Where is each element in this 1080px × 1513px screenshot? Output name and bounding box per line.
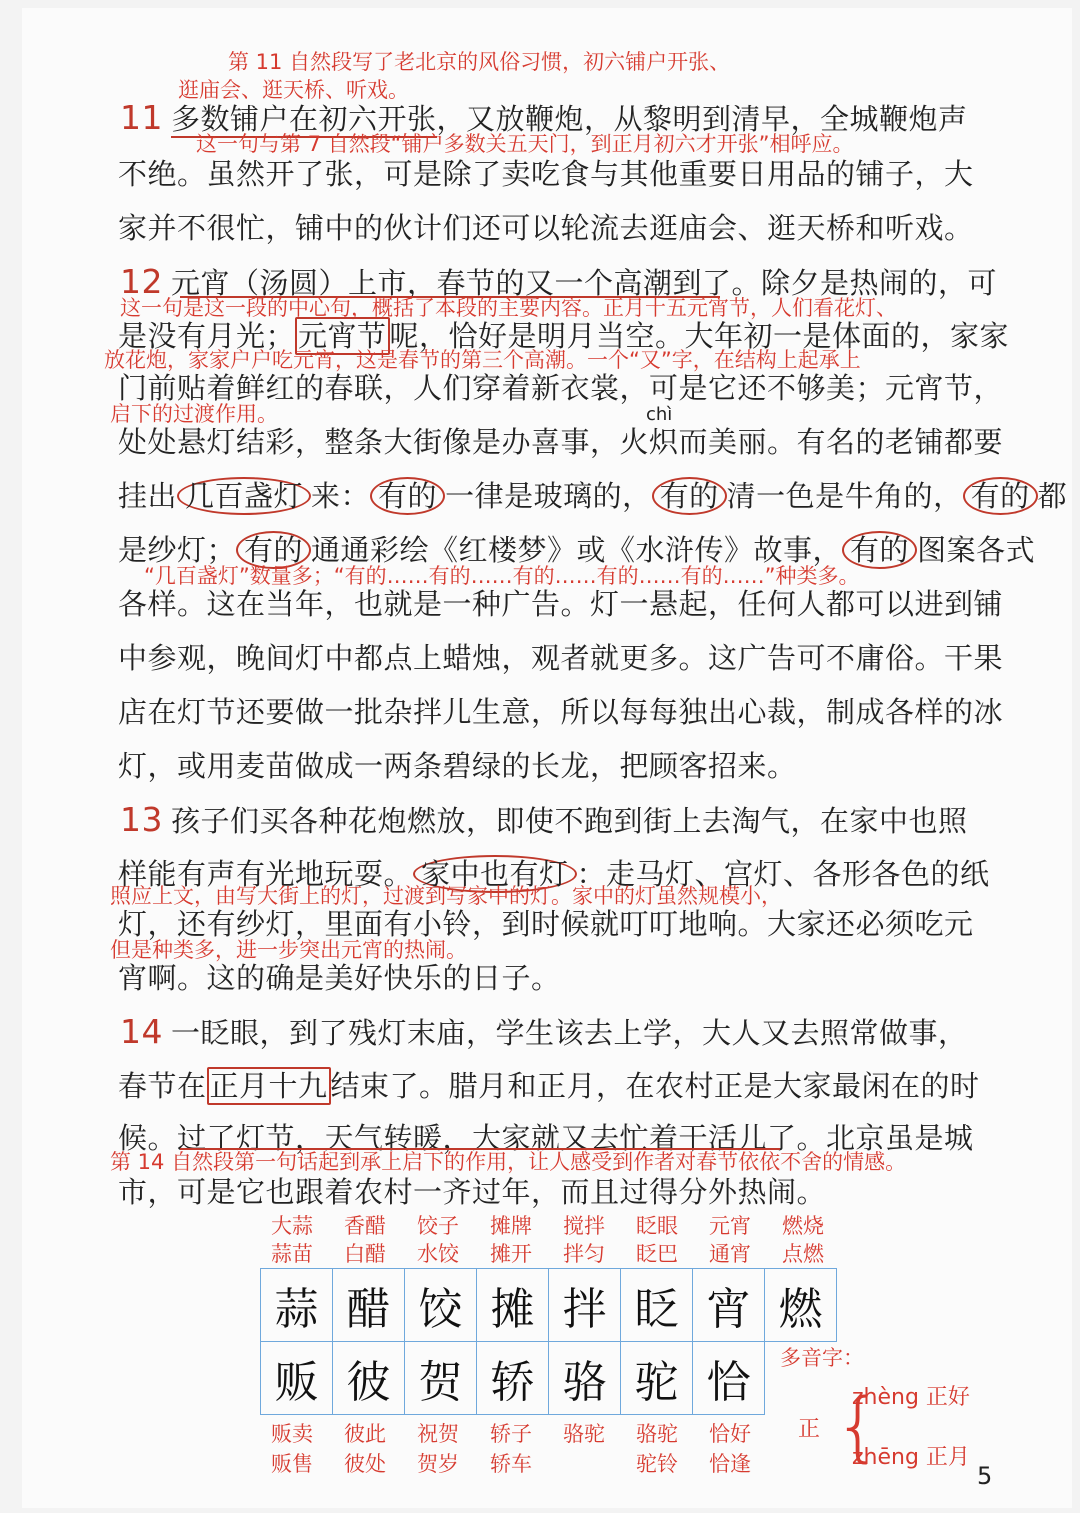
para12-line3: 门前贴着鲜红的春联，人们穿着新衣裳，可是它还不够美；元宵节， bbox=[118, 371, 1004, 405]
annotation-lamps: “几百盏灯”数量多；“有的……有的……有的……有的……有的……”种类多。 bbox=[144, 564, 860, 588]
char-cell: 恰 bbox=[693, 1342, 765, 1415]
para14-line3: 候。过了灯节，天气转暖，大家就又去忙着干活儿了。北京虽是城 bbox=[118, 1121, 974, 1155]
text-span: 图案各式 bbox=[917, 533, 1036, 567]
char-cell: 彼 bbox=[333, 1342, 405, 1415]
char-cell: 眨 bbox=[621, 1269, 693, 1342]
boxed-date: 正月十九 bbox=[207, 1067, 331, 1105]
character-grid bbox=[260, 1268, 837, 1415]
para-number-12: 12 bbox=[120, 262, 163, 301]
word: 骆驼 bbox=[563, 1422, 605, 1446]
word: 饺子 bbox=[417, 1214, 459, 1238]
char-cell: 蒜 bbox=[261, 1269, 333, 1342]
word: 通宵 bbox=[709, 1242, 751, 1266]
word: 驼铃 bbox=[636, 1452, 678, 1476]
word: 大蒜 bbox=[271, 1214, 313, 1238]
para-number-11: 11 bbox=[120, 98, 163, 137]
text-span: 一眨眼，到了残灯末庙，学生该去上学，大人又去照常做事， bbox=[171, 1016, 968, 1050]
boxed-word: 元宵节 bbox=[295, 317, 390, 355]
circled-word: 几百盏灯 bbox=[177, 477, 311, 515]
circled-youde: 有的 bbox=[370, 477, 445, 515]
char-cell: 贩 bbox=[261, 1342, 333, 1415]
word: 水饺 bbox=[417, 1242, 459, 1266]
para13-line4: 宵啊。这的确是美好快乐的日子。 bbox=[118, 961, 561, 995]
text-span: 清一色是牛角的， bbox=[726, 479, 963, 513]
text-span: 通通彩绘《红楼梦》或《水浒传》故事， bbox=[311, 533, 843, 567]
para14-line1 bbox=[120, 1014, 968, 1051]
word: 搅拌 bbox=[563, 1214, 605, 1238]
para13-line1 bbox=[120, 802, 968, 839]
text-span: ：走马灯、宫灯、各形各色的纸 bbox=[576, 857, 990, 891]
circled-youde: 有的 bbox=[652, 477, 727, 515]
annotation-para14: 第 14 自然段第一句话起到承上启下的作用，让人感受到作者对春节依依不舍的情感。 bbox=[110, 1150, 907, 1174]
text-span: 挂出 bbox=[118, 479, 178, 513]
page-number: 5 bbox=[977, 1462, 993, 1490]
char-row-2 bbox=[261, 1342, 837, 1415]
circled-youde: 有的 bbox=[842, 531, 917, 569]
word-list-top2 bbox=[271, 1238, 855, 1268]
word: 燃烧 bbox=[782, 1214, 824, 1238]
para11-line2: 不绝。虽然开了张，可是除了卖吃食与其他重要日用品的铺子，大 bbox=[118, 157, 974, 191]
word: 恰好 bbox=[709, 1422, 751, 1446]
word: 蒜苗 bbox=[271, 1242, 313, 1266]
char-row-1 bbox=[261, 1269, 837, 1342]
char-cell: 驼 bbox=[621, 1342, 693, 1415]
underlined-sentence: 多数铺户在初六开张 bbox=[171, 102, 437, 136]
char-cell: 燃 bbox=[765, 1269, 837, 1342]
para12-line4: 处处悬灯结彩，整条大街像是办喜事，火炽而美丽。有名的老铺都要 bbox=[118, 425, 1004, 459]
para12-line5 bbox=[118, 478, 1067, 514]
word: 拌匀 bbox=[563, 1242, 605, 1266]
text-span: 是纱灯； bbox=[118, 533, 237, 567]
word: 摊开 bbox=[490, 1242, 532, 1266]
annotation-center-sentence: 这一句是这一段的中心句，概括了本段的主要内容。正月十五元宵节，人们看花灯、 bbox=[120, 296, 897, 320]
text-span: 来： bbox=[311, 479, 371, 513]
text-span: ，又放鞭炮，从黎明到清早，全城鞭炮声 bbox=[436, 102, 968, 136]
para-number-14: 14 bbox=[120, 1012, 163, 1051]
word: 轿子 bbox=[490, 1422, 532, 1446]
para13-line3: 灯，还有纱灯，里面有小铃，到时候就叮叮地响。大家还必须吃元 bbox=[118, 907, 974, 941]
polyphone-reading-2: zhēng 正月 bbox=[852, 1445, 970, 1470]
wavy-underline bbox=[180, 1140, 780, 1150]
word-list-bot1 bbox=[271, 1418, 782, 1448]
annotation-para11-cont: 逛庙会、逛天桥、听戏。 bbox=[178, 78, 409, 102]
circled-phrase: 家中也有灯 bbox=[413, 855, 577, 893]
word-list-top1 bbox=[271, 1210, 855, 1240]
word: 贺岁 bbox=[417, 1452, 459, 1476]
para12-line7: 各样。这在当年，也就是一种广告。灯一悬起，任何人都可以进到铺 bbox=[118, 587, 1004, 621]
para12-line6 bbox=[118, 532, 1035, 568]
text-span: 元宵（汤圆）上市，春节的又一个高潮到了。除夕是热闹的，可 bbox=[171, 266, 998, 300]
text-span: 孩子们买各种花炮燃放，即使不跑到街上去淘气，在家中也照 bbox=[171, 804, 968, 838]
annotation-para11: 第 11 自然段写了老北京的风俗习惯，初六铺户开张、 bbox=[228, 50, 731, 74]
text-span: 呢，恰好是明月当空。大年初一是体面的，家家 bbox=[389, 319, 1010, 353]
para11-line3: 家并不很忙，铺中的伙计们还可以轮流去逛庙会、逛天桥和听戏。 bbox=[118, 211, 974, 245]
annotation-home-lamps: 照应上文，由写大街上的灯，过渡到写家中的灯。家中的灯虽然规模小， bbox=[110, 884, 782, 908]
annotation-home-lamps-2: 但是种类多，进一步突出元宵的热闹。 bbox=[110, 938, 467, 962]
para12-line9: 店在灯节还要做一批杂拌儿生意，所以每每独出心裁，制成各样的冰 bbox=[118, 695, 1004, 729]
char-cell: 饺 bbox=[405, 1269, 477, 1342]
word: 眨眼 bbox=[636, 1214, 678, 1238]
word: 香醋 bbox=[344, 1214, 386, 1238]
para-number-13: 13 bbox=[120, 800, 163, 839]
word: 贩售 bbox=[271, 1452, 313, 1476]
word: 祝贺 bbox=[417, 1422, 459, 1446]
char-cell: 贺 bbox=[405, 1342, 477, 1415]
annotation-center-sentence-2: 放花炮，家家户户吃元宵，这是春节的第三个高潮。一个“又”字，在结构上起承上 bbox=[104, 348, 861, 372]
char-cell: 宵 bbox=[693, 1269, 765, 1342]
char-cell: 醋 bbox=[333, 1269, 405, 1342]
para14-line4: 市，可是它也跟着农村一齐过年，而且过得分外热闹。 bbox=[118, 1175, 827, 1209]
polyphone-char: 正 bbox=[798, 1417, 821, 1442]
word: 点燃 bbox=[782, 1242, 824, 1266]
word: 白醋 bbox=[344, 1242, 386, 1266]
para14-line2 bbox=[118, 1068, 980, 1104]
circled-youde: 有的 bbox=[963, 477, 1038, 515]
word: 眨巴 bbox=[636, 1242, 678, 1266]
word: 元宵 bbox=[709, 1214, 751, 1238]
word: 彼此 bbox=[344, 1422, 386, 1446]
annotation-center-sentence-3: 启下的过渡作用。 bbox=[110, 402, 278, 426]
word: 摊牌 bbox=[490, 1214, 532, 1238]
text-span: 一律是玻璃的， bbox=[445, 479, 652, 513]
word: 轿车 bbox=[490, 1452, 532, 1476]
word-list-bot2 bbox=[271, 1448, 782, 1478]
para12-line8: 中参观，晚间灯中都点上蜡烛，观者就更多。这广告可不庸俗。干果 bbox=[118, 641, 1004, 675]
word: 彼处 bbox=[344, 1452, 386, 1476]
brace-icon: { bbox=[834, 1381, 883, 1470]
annotation-echo: 这一句与第 7 自然段“铺户多数关五天门，到正月初六才开张”相呼应。 bbox=[196, 132, 854, 156]
polyphone-reading-1: zhèng 正好 bbox=[852, 1385, 970, 1410]
char-cell: 拌 bbox=[549, 1269, 621, 1342]
text-span: 春节在 bbox=[118, 1069, 207, 1103]
char-cell: 摊 bbox=[477, 1269, 549, 1342]
char-cell: 轿 bbox=[477, 1342, 549, 1415]
char-cell: 骆 bbox=[549, 1342, 621, 1415]
polyphone-label: 多音字： bbox=[780, 1346, 864, 1370]
text-span: 都 bbox=[1037, 479, 1068, 513]
text-span: 结束了。腊月和正月，在农村正是大家最闲在的时 bbox=[330, 1069, 980, 1103]
text-span: 是没有月光； bbox=[118, 319, 296, 353]
word: 恰逢 bbox=[709, 1452, 751, 1476]
word: 骆驼 bbox=[636, 1422, 678, 1446]
circled-youde: 有的 bbox=[236, 531, 311, 569]
text-span: 样能有声有光地玩耍。 bbox=[118, 857, 414, 891]
para12-line10: 灯，或用麦苗做成一两条碧绿的长龙，把顾客招来。 bbox=[118, 749, 797, 783]
pinyin-chi: chì bbox=[646, 404, 673, 425]
word: 贩卖 bbox=[271, 1422, 313, 1446]
